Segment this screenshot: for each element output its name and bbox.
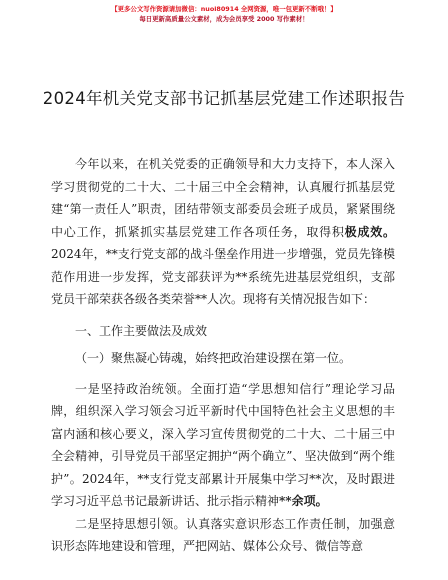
intro-text-c: 2024年，**支行党支部的战斗堡垒作用进一步增强，党员先锋模范作用进一步发挥，党支部获评为**系统先进基层党组织，支部党员干部荣获各级各类荣誉**人次。现将有关情况报告如下： bbox=[51, 247, 395, 306]
promo-banner-line-1: 【更多公文写作资源请加微信：nuoi80914 全网资源，唯一包更新不断哦！】 bbox=[111, 5, 337, 13]
intro-paragraph bbox=[51, 153, 395, 311]
intro-text-a: 今年以来，在机关党委的正确领导和大力支持下，本人深入学习贯彻党的二十大、二十届三中全会精神，认真履行抓基层党建“第一责任人”职责，团结带领支部委员会班子成员，紧紧围绕中心工作，抓紧抓实基层党建工作各项任务，取得积 bbox=[51, 157, 395, 239]
point1-text-a: 一是坚持政治统领。全面打造“学思想知信行”理论学习品牌，组织深入学习领会习近平新时代中国特色社会主义思想的丰富内涵和核心要义，深入学习宣传贯彻党的二十大、二十届三中全会精神，引导党员干部坚定拥护“两个确立”、坚决做到“两个维护”。 bbox=[51, 381, 395, 486]
point1-text-c: **余项。 bbox=[279, 494, 328, 508]
document-body bbox=[51, 153, 395, 558]
promo-banner bbox=[0, 4, 448, 24]
promo-banner-line-2: 每日更新高质量公文素材，成为会员享受 2000 写作素材！ bbox=[139, 15, 309, 23]
intro-text-b: 极成效。 bbox=[344, 224, 395, 239]
subsection-heading-1: （一）聚焦凝心铸魂，始终把政治建设摆在第一位。 bbox=[75, 351, 352, 365]
point-paragraph-2: 二是坚持思想引领。认真落实意识形态工作责任制，加强意识形态阵地建设和管理，严把网站、媒体公众号、微信等意 bbox=[51, 516, 395, 553]
point1-text-b: 2024年，**支行党支部累计开展集中学习**次，及时跟进学习习近平总书记最新讲话、批示指示精神 bbox=[51, 471, 395, 508]
point-paragraph-1 bbox=[51, 378, 395, 513]
document-title: 2024年机关党支部书记抓基层党建工作述职报告 bbox=[42, 89, 406, 108]
section-heading-1: 一、工作主要做法及成效 bbox=[75, 323, 208, 338]
